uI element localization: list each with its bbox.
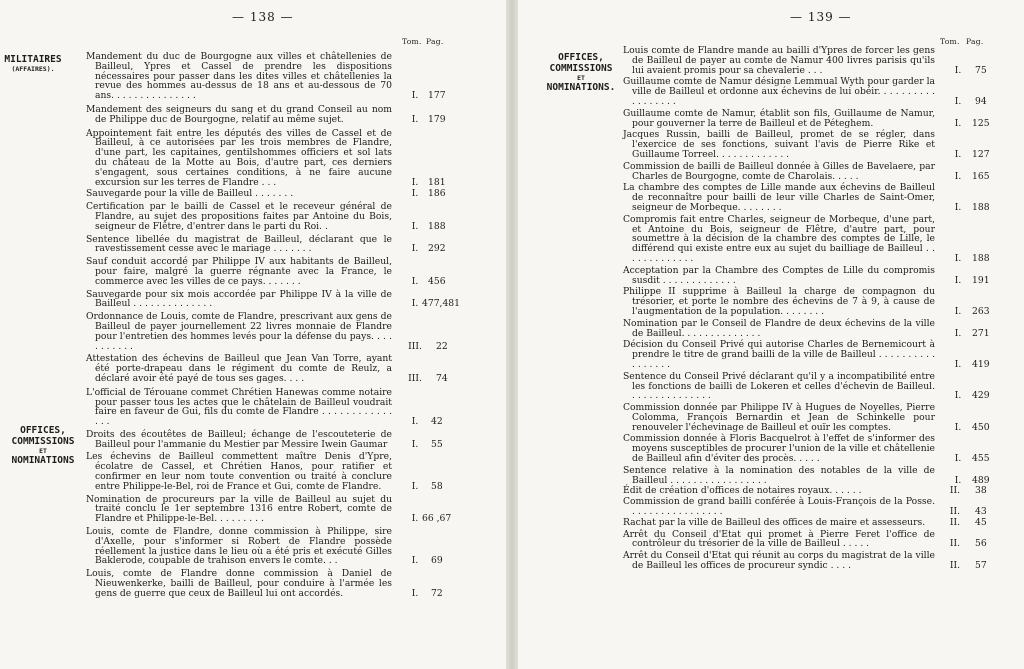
- entry-text: Sentence relative à la nomination des notables de la ville de Bailleul . . . . . . . . . . . . . . . . .: [623, 464, 935, 486]
- index-entry: [86, 311, 448, 352]
- entry-text: Commission de bailli de Bailleul donnée à Gilles de Bavelaere, par Charles de Bourgogne, comte de Charolais. . . . .: [623, 160, 935, 182]
- entry-page: 263: [972, 305, 990, 317]
- entry-page: 58: [431, 480, 443, 492]
- entry-list-right: [623, 45, 990, 572]
- index-entry: [623, 464, 990, 486]
- section-heading-militaires: [4, 54, 62, 73]
- entry-tome: I.: [411, 243, 419, 255]
- entry-tome: I.: [954, 421, 962, 433]
- entry-text: Sentence libellée du magistrat de Bailleul, déclarant que le ravestissement cesse avec le mariage . . . . . . .: [86, 233, 392, 255]
- section-heading-offices: [4, 425, 82, 466]
- entry-page: 42: [431, 416, 443, 428]
- entry-tome: I.: [954, 453, 962, 465]
- entry-tome: I.: [954, 64, 962, 76]
- index-entry: [623, 264, 990, 286]
- index-entry: [86, 451, 443, 492]
- index-entry: [623, 160, 990, 182]
- index-entry: [86, 568, 443, 599]
- index-entry: [623, 550, 987, 572]
- index-entry: [623, 182, 990, 213]
- entry-tome: I.: [954, 358, 962, 370]
- entry-text: Commission donnée à Floris Bacquelrot à l'effet de s'informer des moyens susceptibles de procurer l'union de la ville et châtellenie de Bailleul afin d'éviter des procès. . . . .: [623, 433, 935, 465]
- index-entry: [86, 188, 446, 200]
- entry-text: Les échevins de Bailleul commettent maître Denis d'Ypre, écolatre de Cassel, et Chrétien Hanos, pour ratifier et confirmer en leur nom toute convention ou traité à conclure entre Philippe-le-Bel, roi de France et Gui, comte de Flandre.: [86, 451, 392, 492]
- entry-tome: II.: [949, 516, 961, 528]
- index-entry: [623, 433, 990, 465]
- index-entry: [623, 213, 990, 264]
- section-heading-offices: [542, 52, 620, 93]
- entry-text: Arrêt du Conseil d'Etat qui promet à Pierre Feret l'office de contrôleur du trésorier de la ville de Bailleul . . . . .: [623, 528, 935, 550]
- entry-page: 188: [972, 201, 990, 213]
- section-heading-line: OFFICES,: [20, 425, 66, 436]
- entry-text: Jacques Russin, bailli de Bailleul, promet de se régler, dans l'exercice de ses fonctions, suivant l'avis de Pierre Rike et Guillaume Torreel. . . . . . . . . . . . .: [623, 129, 935, 160]
- entry-page: 45: [975, 516, 987, 528]
- entry-page: 477,481: [422, 298, 460, 310]
- entry-tome: I.: [954, 95, 962, 107]
- section-heading-line: MILITAIRES: [4, 54, 62, 65]
- entry-page: 191: [972, 274, 990, 286]
- entry-text: Droits des écoutêtes de Bailleul; échange de l'escouteterie de Bailleul pour l'ammanie du Mestier par Messire Iwein Gaumar: [86, 428, 392, 450]
- column-header-tom: Tom.: [402, 37, 422, 46]
- entry-tome: I.: [411, 298, 419, 310]
- entry-page: 72: [431, 587, 443, 599]
- entry-text: Mandement des seigneurs du sang et du grand Conseil au nom de Philippe duc de Bourgogne, relatif au même sujet.: [86, 103, 392, 125]
- page-number: — 138 —: [232, 10, 294, 24]
- index-entry: [86, 428, 443, 450]
- entry-page: 56: [975, 538, 987, 550]
- entry-text: Nomination par le Conseil de Flandre de deux échevins de la ville de Bailleul. . . . . . . . . . . . . .: [623, 317, 935, 339]
- entry-text: Attestation des échevins de Bailleul que Jean Van Torre, ayant été porte-drapeau dans le régiment du comte de Reulz, a déclaré avoir été payé de tous ses gages. . . .: [86, 353, 392, 384]
- entry-page: 179: [428, 113, 446, 125]
- entry-page: 177: [428, 90, 446, 102]
- index-entry: [86, 353, 448, 384]
- entry-text: Mandement du duc de Bourgogne aux villes et châtellenies de Bailleul, Ypres et Cassel de prendre les dispositions nécessaires pour passer dans les dites villes et châtellenies la revue des hommes au-dessus de 18 ans et au-dessous de 70 ans. . . . . . . . . . . . . . .: [86, 51, 392, 102]
- entry-page: 456: [428, 275, 446, 287]
- section-heading-subline: ET: [577, 74, 585, 82]
- entry-tome: II.: [949, 506, 961, 518]
- index-entry: [623, 339, 990, 370]
- entry-page: 127: [972, 148, 990, 160]
- entry-tome: I.: [411, 113, 419, 125]
- index-entry: [623, 496, 987, 518]
- entry-page: 271: [972, 327, 990, 339]
- entry-page: 455: [972, 453, 990, 465]
- entry-tome: I.: [954, 201, 962, 213]
- index-entry: [623, 76, 987, 107]
- entry-page: 55: [431, 438, 443, 450]
- entry-page: 43: [975, 506, 987, 518]
- page-number: — 139 —: [790, 10, 852, 24]
- entry-page: 66 ,67: [422, 513, 452, 525]
- column-header-tom: Tom.: [940, 37, 960, 46]
- entry-tome: II.: [949, 538, 961, 550]
- entry-page: 94: [975, 95, 987, 107]
- entry-page: 75: [975, 64, 987, 76]
- entry-tome: I.: [954, 474, 962, 486]
- entry-text: Sauvegarde pour la ville de Bailleul . . . . . . .: [86, 188, 294, 200]
- entry-text: Louis, comte de Flandre, donne commission à Philippe, sire d'Axelle, pour s'informer si Robert de Flandre possède réellement la justice dans le lieu où a été pris et exécuté Gilles Baklerode, coupable de trahison envers le comte. . .: [86, 526, 392, 567]
- index-entry: [623, 370, 990, 402]
- index-entry: [86, 493, 452, 525]
- entry-tome: I.: [411, 438, 419, 450]
- index-entry: [86, 103, 446, 125]
- entry-page: 57: [975, 560, 987, 572]
- index-entry: [86, 233, 446, 255]
- entry-page: 188: [972, 252, 990, 264]
- index-entry: [86, 256, 446, 287]
- entry-text: Appointement fait entre les députés des villes de Cassel et de Bailleul, à ce autorisées par les trois membres de Flandre, d'une part, les capitaines, gentilshommes officiers et sol lats du château de la Motte au Bois, d'autre part, ces derniers s'engagent, sous certaines conditions, à ne faire aucune excursion sur les terres de Flandre . . .: [86, 127, 392, 188]
- entry-text: La chambre des comptes de Lille mande aux échevins de Bailleul de reconnaître pour bailli de leur ville Charles de Saint-Omer, seigneur de Morbeque. . . . . . . .: [623, 182, 935, 213]
- right-page: [518, 0, 1024, 669]
- entry-tome: II.: [949, 485, 961, 497]
- index-entry: [623, 528, 987, 550]
- section-heading-line: COMMISSIONS: [11, 436, 75, 447]
- index-entry: [623, 485, 987, 497]
- entry-tome: I.: [411, 555, 419, 567]
- entry-page: 292: [428, 243, 446, 255]
- index-entry: [86, 51, 446, 102]
- index-entry: [623, 317, 990, 339]
- entry-page: 181: [428, 176, 446, 188]
- entry-page: 419: [972, 358, 990, 370]
- entry-text: Édit de création d'offices de notaires royaux. . . . . .: [623, 485, 862, 497]
- index-entry: [86, 288, 460, 310]
- section-heading-subline: ET: [39, 447, 47, 455]
- entry-text: Compromis fait entre Charles, seigneur de Morbeque, d'une part, et Antoine du Bois, seigneur de Flêtre, d'autre part, pour soumettre à la décision de la chambre des comptes de Lille, le différend qui existe entre eux au sujet du bailliage de Bailleul . . . . . . . . . . . . .: [623, 213, 935, 264]
- left-page: [0, 0, 506, 669]
- column-header-pag: Pag.: [966, 37, 984, 46]
- entry-tome: I.: [411, 587, 419, 599]
- entry-text: Décision du Conseil Privé qui autorise Charles de Bernemicourt à prendre le titre de grand bailli de la ville de Bailleul . . . . . . . . . . . . . . . . .: [623, 339, 935, 370]
- entry-page: 429: [972, 390, 990, 402]
- entry-text: Commission donnée par Philippe IV à Hugues de Noyelles, Pierre Colomma, François Bernardin et Jean de Schinkelle pour renouveler l'échevinage de Bailleul et ouïr les comptes.: [623, 402, 935, 433]
- entry-text: Commission de grand bailli conférée à Louis-François de la Posse. . . . . . . . . . . . . . . . .: [623, 496, 935, 518]
- entry-text: L'official de Térouane commet Chrétien Hanewas comme notaire pour passer tous les actes que le châtelain de Bailleul voudrait faire en faveur de Gui, fils du comte de Flandre . . . . . . . . . . . . . . .: [86, 386, 392, 428]
- index-entry: [623, 129, 990, 160]
- entry-text: Certification par le bailli de Cassel et le receveur général de Flandre, au sujet des propositions faites par Antoine du Bois, seigneur de Flêtre, d'entrer dans le parti du Roi. .: [86, 201, 392, 232]
- entry-text: Louis comte de Flandre mande au bailli d'Ypres de forcer les gens de Bailleul de payer au comte de Namur 400 livres parisis qu'ils lui avaient promis pour sa chevalerie . . .: [623, 45, 935, 76]
- entry-text: Guillaume comte de Namur désigne Lemmual Wyth pour garder la ville de Bailleul et ordonne aux échevins de lui obéir. . . . . . . . . . . . . . . . . .: [623, 76, 935, 107]
- entry-tome: I.: [411, 513, 419, 525]
- entry-tome: I.: [954, 305, 962, 317]
- section-heading-line: NOMINATIONS.: [546, 82, 616, 93]
- index-entry: [86, 127, 446, 188]
- entry-tome: III.: [408, 372, 422, 384]
- entry-tome: I.: [954, 390, 962, 402]
- entry-text: Sentence du Conseil Privé déclarant qu'il y a incompatibilité entre les fonctions de bailli de Lokeren et celles d'échevin de Bailleul. . . . . . . . . . . . . . .: [623, 370, 935, 402]
- entry-text: Acceptation par la Chambre des Comptes de Lille du compromis susdit . . . . . . . . . . . . .: [623, 264, 935, 286]
- entry-page: 188: [428, 220, 446, 232]
- entry-page: 489: [972, 474, 990, 486]
- entry-text: Sauf conduit accordé par Philippe IV aux habitants de Bailleul, pour faire, malgré la guerre régnante avec la France, le commerce avec les villes de ce pays. . . . . . .: [86, 256, 392, 287]
- index-entry: [623, 107, 990, 129]
- entry-page: 450: [972, 421, 990, 433]
- index-entry: [623, 45, 987, 76]
- entry-page: 74: [436, 372, 448, 384]
- entry-tome: I.: [411, 220, 419, 232]
- entry-page: 165: [972, 170, 990, 182]
- entry-tome: II.: [949, 560, 961, 572]
- entry-text: Nomination de procureurs par la ville de Bailleul au sujet du traité conclu le 1er septembre 1316 entre Robert, comte de Flandre et Philippe-le-Bel. . . . . . . . .: [86, 493, 392, 525]
- entry-tome: I.: [954, 117, 962, 129]
- entry-tome: I.: [954, 274, 962, 286]
- entry-text: Guillaume comte de Namur, établit son fils, Guillaume de Namur, pour gouverner la terre de Bailleul et de Péteghem.: [623, 107, 935, 129]
- entry-text: Philippe II supprime à Bailleul la charge de compagnon du trésorier, et porte le nombre des échevins de 7 à 9, à cause de l'augmentation de la population. . . . . . . .: [623, 286, 935, 317]
- index-entry: [623, 286, 990, 317]
- index-entry: [623, 516, 987, 528]
- entry-tome: I.: [954, 170, 962, 182]
- entry-text: Ordonnance de Louis, comte de Flandre, prescrivant aux gens de Bailleul de payer journellement 22 livres monnaie de Flandre pour l'entretien des hommes levés pour la défense du pays. . . . . . . . . . .: [86, 311, 392, 352]
- section-heading-line: OFFICES,: [558, 52, 604, 63]
- entry-tome: I.: [411, 275, 419, 287]
- index-entry: [86, 526, 443, 567]
- index-entry: [86, 201, 446, 232]
- entry-tome: I.: [411, 416, 419, 428]
- section-heading-subline: (AFFAIRES).: [11, 65, 55, 73]
- section-heading-line: COMMISSIONS: [549, 63, 613, 74]
- entry-page: 22: [436, 340, 448, 352]
- entry-tome: III.: [408, 340, 422, 352]
- entry-page: 186: [428, 188, 446, 200]
- entry-tome: I.: [411, 188, 419, 200]
- column-header-pag: Pag.: [426, 37, 444, 46]
- entry-text: Arrêt du Conseil d'Etat qui réunit au corps du magistrat de la ville de Bailleul les offices de procureur syndic . . . .: [623, 550, 935, 572]
- book-gutter: [506, 0, 518, 669]
- entry-text: Sauvegarde pour six mois accordée par Philippe IV à la ville de Bailleul . . . . . . . . . . . . . .: [86, 288, 392, 310]
- entry-tome: I.: [954, 148, 962, 160]
- section-heading-line: NOMINATIONS: [11, 455, 75, 466]
- entry-tome: I.: [954, 327, 962, 339]
- entry-text: Louis, comte de Flandre donne commission à Daniel de Nieuwenkerke, bailli de Bailleul, pour conduire à l'armée les gens de guerre que ceux de Bailleul lui ont accordés.: [86, 568, 392, 599]
- index-entry: [86, 386, 443, 428]
- entry-text: Rachat par la ville de Bailleul des offices de maire et assesseurs.: [623, 516, 926, 528]
- index-entry: [623, 402, 990, 433]
- entry-list-left: [86, 51, 460, 599]
- entry-page: 38: [975, 485, 987, 497]
- entry-tome: I.: [411, 90, 419, 102]
- entry-tome: I.: [954, 252, 962, 264]
- entry-tome: I.: [411, 480, 419, 492]
- entry-tome: I.: [411, 176, 419, 188]
- entry-page: 125: [972, 117, 990, 129]
- entry-page: 69: [431, 555, 443, 567]
